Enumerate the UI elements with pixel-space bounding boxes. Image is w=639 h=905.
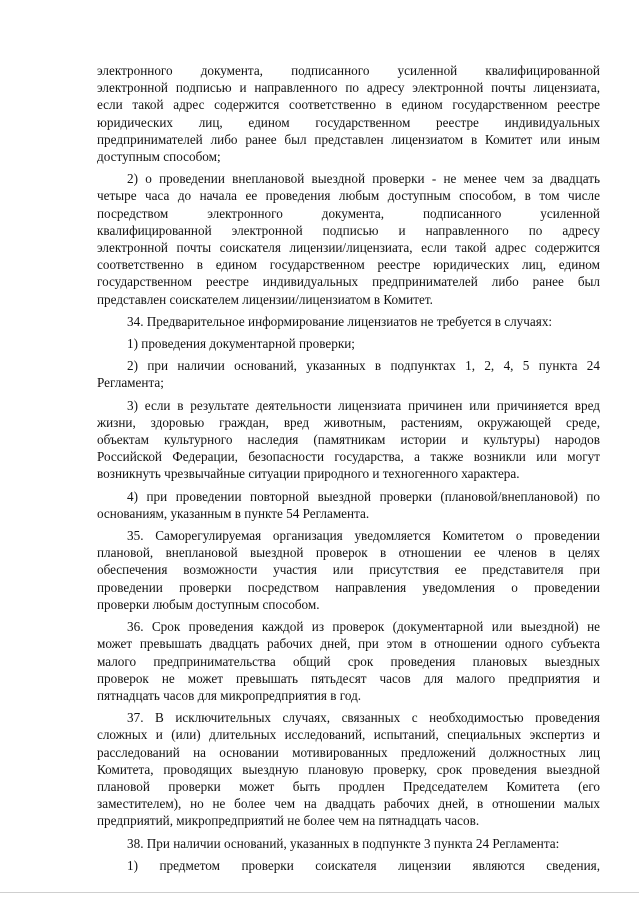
text-line: если такой адрес содержится соответственно в едином государственном реестре [97, 97, 600, 113]
text-line: расследований на основании мотивированных предложений должностных лиц [97, 744, 600, 760]
page-bottom-rule [0, 892, 639, 893]
text-line: 4) при проведении повторной выездной проверки (плановой/внеплановой) по [127, 488, 600, 504]
paragraph [97, 170, 600, 308]
text-line: доступным способом; [97, 149, 221, 165]
text-line: 36. Срок проведения каждой из проверок (документарной или выездной) не [127, 619, 600, 635]
text-line: основаниям, указанным в пункте 54 Регламента. [97, 505, 370, 521]
document-page [97, 62, 600, 879]
text-line: 37. В исключительных случаях, связанных с необходимостью проведения [127, 710, 600, 726]
text-line: проверок не может превышать пятьдесят часов для малого предприятия и [97, 670, 600, 686]
text-line: жизни, здоровью граждан, вред животным, растениям, окружающей среде, [97, 414, 600, 430]
paragraph [97, 62, 600, 165]
text-line: 35. Саморегулируемая организация уведомляется Комитетом о проведении [127, 528, 600, 544]
text-line: 1) проведения документарной проверки; [127, 336, 355, 352]
text-line: четыре часа до начала ее проведения любым доступным способом, в том числе [97, 188, 600, 204]
text-line: 2) при наличии оснований, указанных в подпунктах 1, 2, 4, 5 пункта 24 [127, 358, 600, 374]
text-line: 38. При наличии оснований, указанных в подпункте 3 пункта 24 Регламента: [127, 835, 560, 851]
text-line: возникнуть чрезвычайные ситуации природного и техногенного характера. [97, 466, 520, 482]
paragraph [97, 397, 600, 483]
text-line: проведении проверки посредством направления уведомления о проведении [97, 579, 600, 595]
text-line: электронного документа, подписанного усиленной квалифицированной [97, 63, 600, 78]
text-line: объектам культурного наследия (памятникам истории и культуры) народов [97, 432, 600, 448]
text-line: заместителем), но не более чем на двадцать рабочих дней, в отношении малых [97, 796, 600, 812]
text-line: пятнадцать часов для микропредприятия в год. [97, 687, 362, 703]
text-line: проверки любым доступным способом. [97, 596, 320, 612]
text-line: малого предпринимательства общий срок проведения плановых выездных [97, 653, 600, 669]
paragraph [97, 488, 600, 522]
paragraph [97, 357, 600, 391]
paragraph [97, 313, 600, 330]
text-line: плановой проверки может быть продлен Председателем Комитета (его [97, 778, 600, 794]
text-line: 3) если в результате деятельности лицензиата причинен или причиняется вред [127, 397, 600, 413]
text-line: представлен соискателем лицензии/лицензиатом в Комитет. [97, 291, 433, 307]
text-line: 1) предметом проверки соискателя лицензии являются сведения, [127, 857, 600, 873]
paragraph [97, 709, 600, 829]
text-line: может превышать двадцать рабочих дней, при этом в отношении одного субъекта [97, 636, 600, 652]
text-line: Регламента; [97, 375, 164, 391]
text-line: электронной почты соискателя лицензии/лицензиата, если такой адрес содержится [97, 240, 600, 256]
text-line: государственном реестре индивидуальных предпринимателей либо ранее был [97, 274, 600, 290]
text-line: обеспечения возможности участия или присутствия ее представителя при [97, 562, 600, 578]
text-line: Комитета, проводящих выездную плановую проверку, срок проведения выездной [97, 761, 600, 777]
text-line: квалифицированной электронной подписью и направленного по адресу [97, 222, 600, 238]
text-line: посредством электронного документа, подписанного усиленной [97, 205, 600, 221]
text-line: предпринимателей либо ранее был представлен лицензиатом в Комитет или иным [97, 131, 600, 147]
text-line: соответственно в едином государственном реестре юридических лиц, едином [97, 257, 600, 273]
paragraph [97, 618, 600, 704]
text-line: 34. Предварительное информирование лицензиатов не требуется в случаях: [127, 313, 553, 329]
text-line: юридических лиц, едином государственном реестре индивидуальных [97, 114, 600, 130]
text-line: плановой, внеплановой выездной проверок в отношении ее членов в целях [97, 545, 600, 561]
text-line: 2) о проведении внеплановой выездной проверки - не менее чем за двадцать [127, 171, 600, 187]
paragraph [97, 835, 600, 852]
text-line: предприятий, микропредприятий не более чем на пятнадцать часов. [97, 813, 480, 829]
paragraph [97, 857, 600, 874]
text-line: электронной подписью и направленного по адресу электронной почты лицензиата, [97, 80, 600, 96]
paragraph [97, 527, 600, 613]
text-line: Российской Федерации, безопасности государства, а также возникли или могут [97, 449, 600, 465]
text-line: сложных и (или) длительных исследований, испытаний, специальных экспертиз и [97, 727, 600, 743]
paragraph [97, 335, 600, 352]
